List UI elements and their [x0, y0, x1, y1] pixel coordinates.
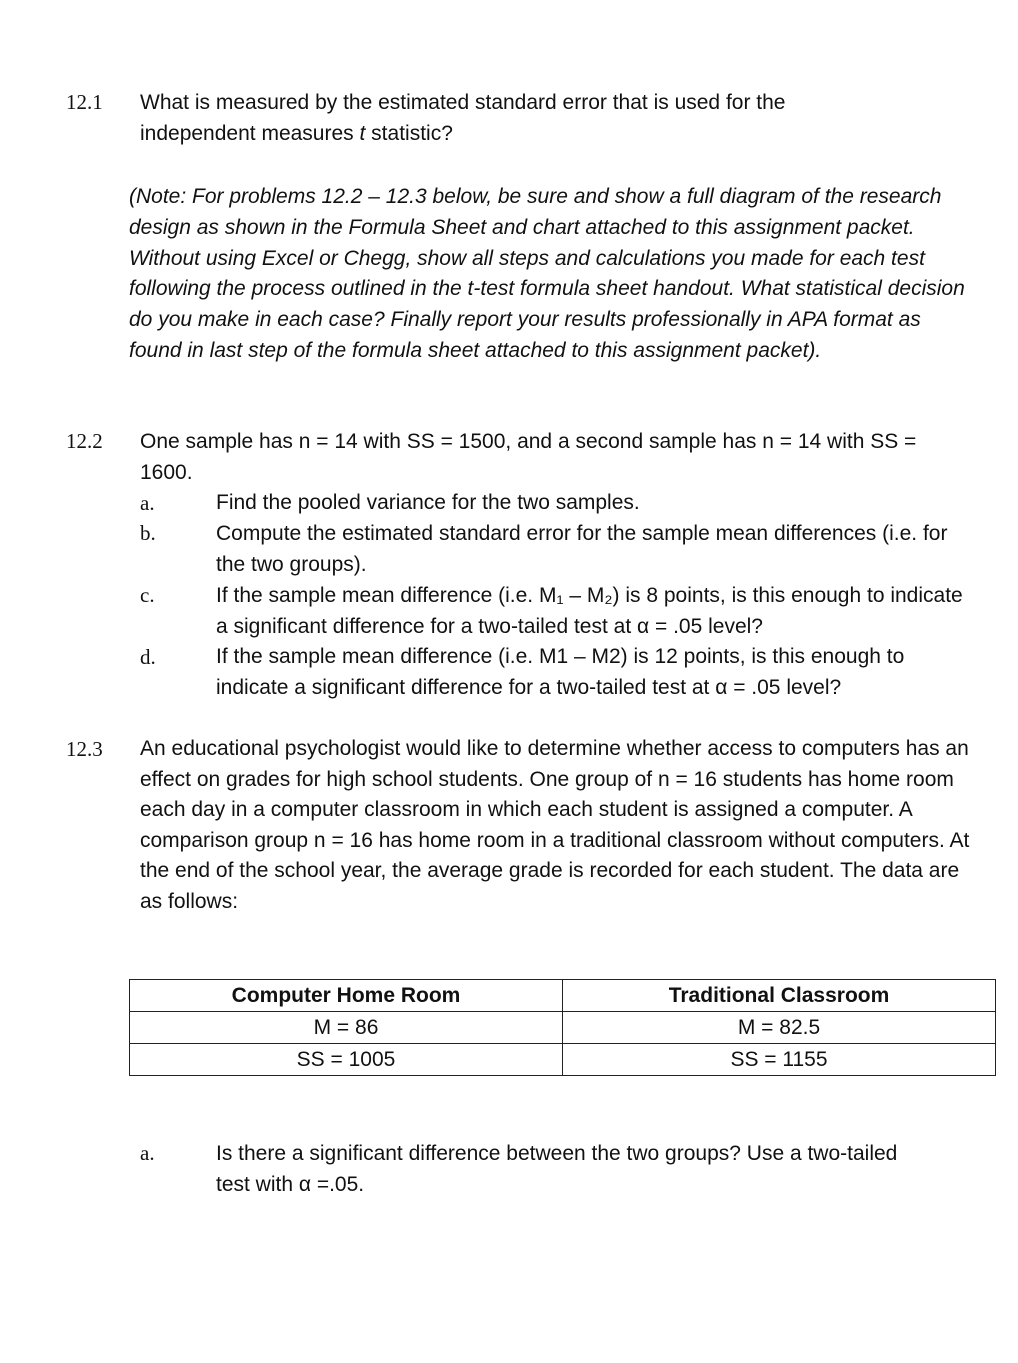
- question-12-3-text: An educational psychologist would like to determine whether access to computers has an effect on grades for high school students. One group of n = 16 students has home room each day in a computer classroom in which each student is assigned a computer. A comparison group n = 16 has home room in a traditional classroom without computers. At the end of the school year, the average grade is recorded for each student. The data are as follows:: [140, 737, 970, 913]
- table-row: [130, 1012, 996, 1044]
- question-number-12-2: 12.2: [66, 429, 103, 453]
- question-12-2-part-a-letter: a.: [140, 491, 155, 515]
- question-12-2-part-c-text: If the sample mean difference (i.e. M₁ – M₂) is 8 points, is this enough to indicate a significant difference for a two-tailed test at α = .05 level?: [216, 584, 963, 638]
- question-12-2-part-b-letter: b.: [140, 521, 156, 545]
- question-number-12-1: 12.1: [66, 90, 103, 114]
- question-12-1-t-symbol: t: [359, 122, 366, 145]
- instructions-note: (Note: For problems 12.2 – 12.3 below, be sure and show a full diagram of the research design as shown in the Formula Sheet and chart attached to this assignment packet. Without using Excel or Chegg, show all steps and calculations you made for each test following the process outlined in the t-test formula sheet handout. What statistical decision do you make in each case? Finally report your results professionally in APA format as found in last step of the formula sheet attached to this assignment packet).: [129, 185, 965, 362]
- question-12-1-text-start: What is measured by the estimated standard error that is used for the independent measures: [140, 91, 786, 145]
- question-12-2-part-d-letter: d.: [140, 645, 156, 669]
- question-12-2-part-a-text: Find the pooled variance for the two samples.: [216, 491, 640, 514]
- question-12-2-text: One sample has n = 14 with SS = 1500, and a second sample has n = 14 with SS = 1600.: [140, 430, 917, 484]
- table-header-traditional-classroom: Traditional Classroom: [563, 980, 996, 1012]
- question-12-2-part-d-text: If the sample mean difference (i.e. M1 – M2) is 12 points, is this enough to indicate a significant difference for a two-tailed test at α = .05 level?: [216, 645, 905, 699]
- question-12-1-text-end: statistic?: [365, 122, 453, 145]
- table-cell: M = 86: [130, 1012, 563, 1044]
- table-row: [130, 1044, 996, 1076]
- question-12-1-text: [140, 87, 900, 149]
- table-cell: SS = 1005: [130, 1044, 563, 1076]
- data-table: [129, 979, 996, 1076]
- question-12-2-part-b-text: Compute the estimated standard error for the sample mean differences (i.e. for the two groups).: [216, 522, 948, 576]
- table-header-computer-home-room: Computer Home Room: [130, 980, 563, 1012]
- question-12-3-part-a-text: Is there a significant difference between the two groups? Use a two-tailed test with α =.05.: [216, 1142, 898, 1196]
- table-header-row: [130, 980, 996, 1012]
- question-number-12-3: 12.3: [66, 737, 103, 761]
- table-cell: M = 82.5: [563, 1012, 996, 1044]
- question-12-3-part-a-letter: a.: [140, 1141, 155, 1165]
- table-cell: SS = 1155: [563, 1044, 996, 1076]
- question-12-2-part-c-letter: c.: [140, 583, 155, 607]
